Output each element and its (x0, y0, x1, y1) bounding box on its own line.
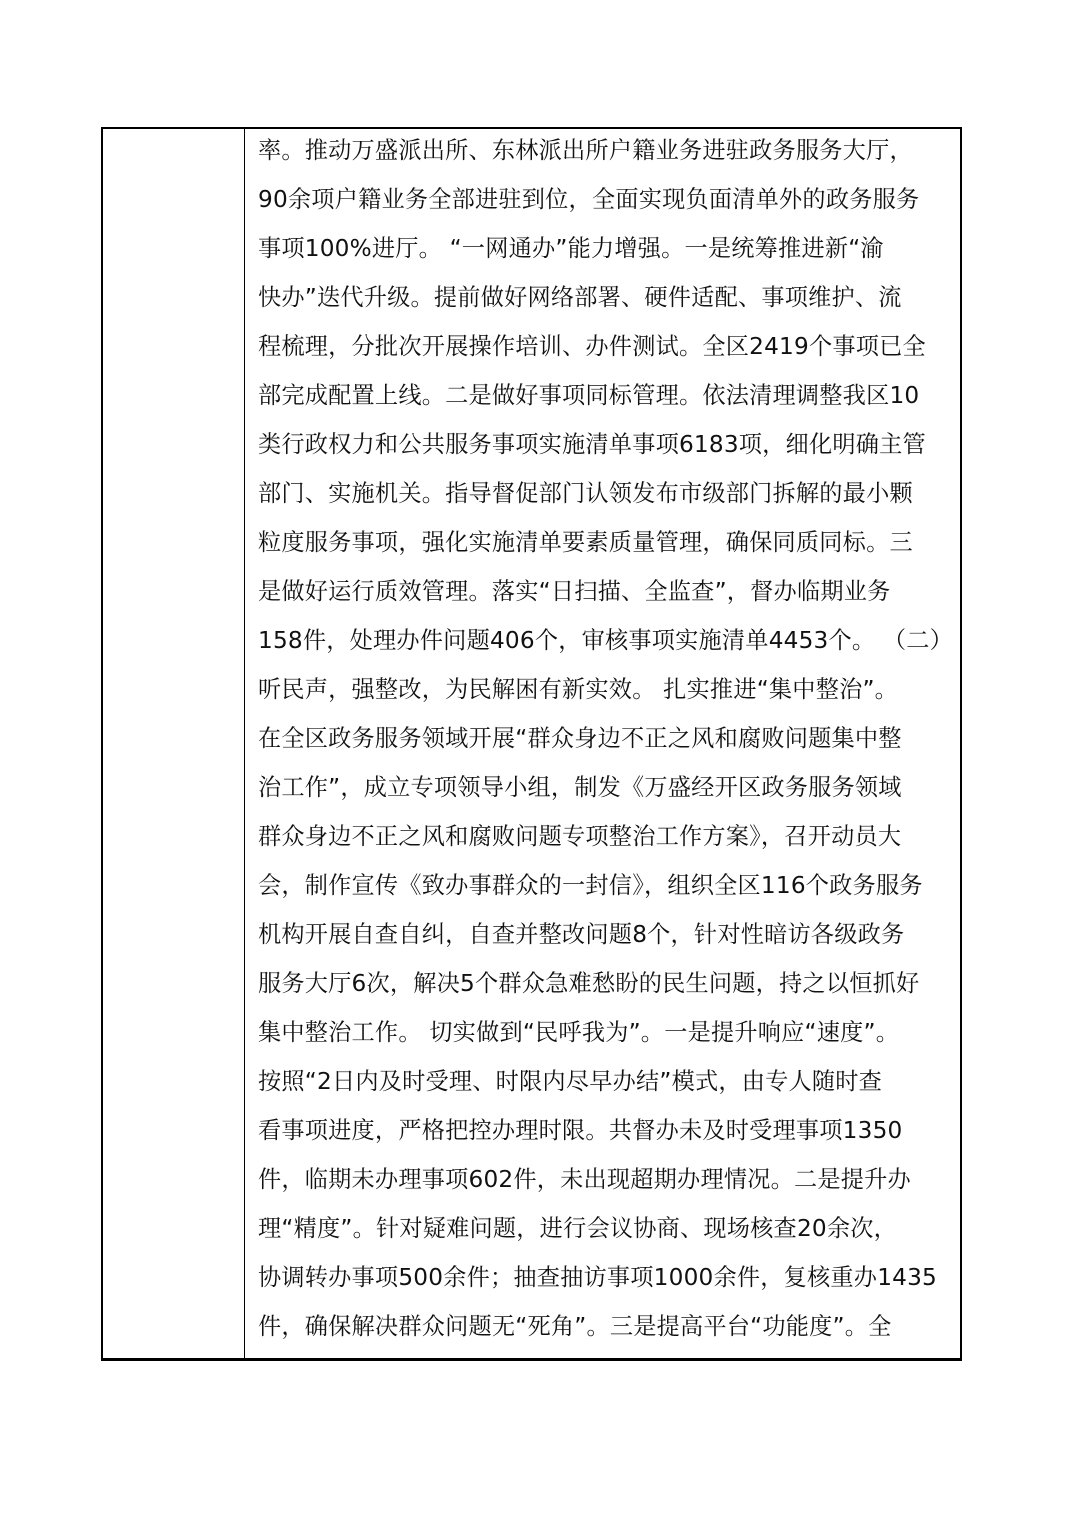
text-line: 听民声，强整改，为民解困有新实效。 扎实推进“集中整治”。 (258, 676, 899, 703)
text-line: 协调转办事项500余件；抽查抽访事项1000余件，复核重办1435 (258, 1264, 938, 1291)
text-line: 是做好运行质效管理。落实“日扫描、全监查”，督办临期业务 (258, 578, 891, 605)
text-line: 机构开展自查自纠，自查并整改问题8个，针对性暗访各级政务 (258, 921, 905, 948)
text-line: 理“精度”。针对疑难问题，进行会议协商、现场核查20余次， (258, 1215, 898, 1242)
text-line: 在全区政务服务领域开展“群众身边不正之风和腐败问题集中整 (258, 725, 902, 752)
text-line: 90余项户籍业务全部进驻到位，全面实现负面清单外的政务服务 (258, 186, 920, 213)
text-line: 集中整治工作。 切实做到“民呼我为”。一是提升响应“速度”。 (258, 1019, 900, 1046)
text-line: 事项100%进厅。 “一网通办”能力增强。一是统筹推进新“渝 (258, 235, 884, 262)
text-line: 部完成配置上线。二是做好事项同标管理。依法清理调整我区10 (258, 382, 920, 409)
text-line: 158件，处理办件问题406个，审核事项实施清单4453个。 （二） (258, 627, 954, 654)
text-line: 快办”迭代升级。提前做好网络部署、硬件适配、事项维护、流 (258, 284, 902, 311)
text-line: 会，制作宣传《致办事群众的一封信》，组织全区116个政务服务 (258, 872, 923, 899)
text-line: 治工作”，成立专项领导小组，制发《万盛经开区政务服务领域 (258, 774, 902, 801)
text-line: 部门、实施机关。指导督促部门认领发布市级部门拆解的最小颗 (258, 480, 913, 507)
text-line: 服务大厅6次，解决5个群众急难愁盼的民生问题，持之以恒抓好 (258, 970, 920, 997)
text-line: 按照“2日内及时受理、时限内尽早办结”模式，由专人随时查 (258, 1068, 883, 1095)
text-line: 件，确保解决群众问题无“死角”。三是提高平台“功能度”。全 (258, 1313, 892, 1340)
table-frame (101, 127, 962, 1361)
text-line: 类行政权力和公共服务事项实施清单事项6183项，细化明确主管 (258, 431, 926, 458)
text-line: 程梳理，分批次开展操作培训、办件测试。全区2419个事项已全 (258, 333, 926, 360)
table-content-cell (258, 129, 955, 1351)
column-divider (244, 129, 245, 1358)
text-line: 粒度服务事项，强化实施清单要素质量管理，确保同质同标。三 (258, 529, 913, 556)
table-left-cell (103, 129, 244, 1358)
text-line: 率。推动万盛派出所、东林派出所户籍业务进驻政务服务大厅， (258, 137, 913, 164)
text-line: 看事项进度，严格把控办理时限。共督办未及时受理事项1350 (258, 1117, 903, 1144)
text-line: 件，临期未办理事项602件，未出现超期办理情况。二是提升办 (258, 1166, 911, 1193)
text-line: 群众身边不正之风和腐败问题专项整治工作方案》，召开动员大 (258, 823, 902, 850)
